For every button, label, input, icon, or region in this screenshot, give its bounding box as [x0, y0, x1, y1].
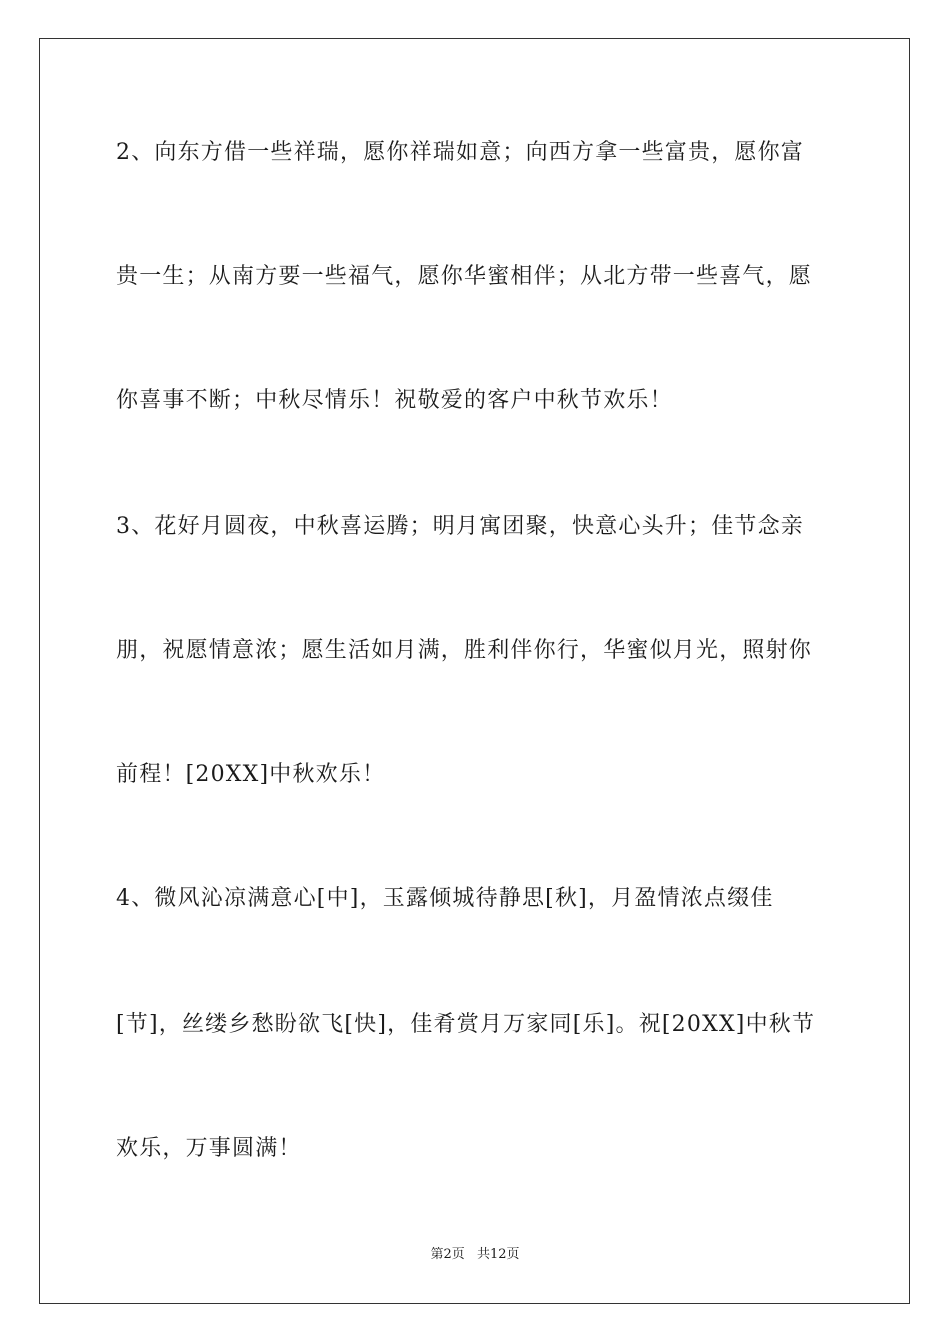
page-border [39, 38, 910, 1304]
text-line: [节]，丝缕乡愁盼欲飞[快]，佳肴赏月万家同[乐]。祝[20XX]中秋节 [116, 1012, 816, 1037]
text-line: 前程！[20XX]中秋欢乐！ [116, 762, 386, 787]
text-line: 你喜事不断；中秋尽情乐！祝敬爱的客户中秋节欢乐！ [116, 388, 673, 413]
page-footer [0, 1246, 950, 1264]
text-line: 3、花好月圆夜，中秋喜运腾；明月寓团聚，快意心头升；佳节念亲 [116, 514, 804, 539]
text-line: 欢乐，万事圆满！ [116, 1136, 302, 1161]
page-total: 共12页 [476, 1247, 520, 1262]
text-line: 贵一生；从南方要一些福气，愿你华蜜相伴；从北方带一些喜气，愿 [116, 264, 813, 289]
text-line: 4、微风沁凉满意心[中]，玉露倾城待静思[秋]，月盈情浓点缀佳 [116, 886, 774, 911]
page-number: 第2页 [430, 1247, 465, 1262]
text-line: 朋，祝愿情意浓；愿生活如月满，胜利伴你行，华蜜似月光，照射你 [116, 638, 813, 663]
text-line: 2、向东方借一些祥瑞，愿你祥瑞如意；向西方拿一些富贵，愿你富 [116, 140, 804, 165]
